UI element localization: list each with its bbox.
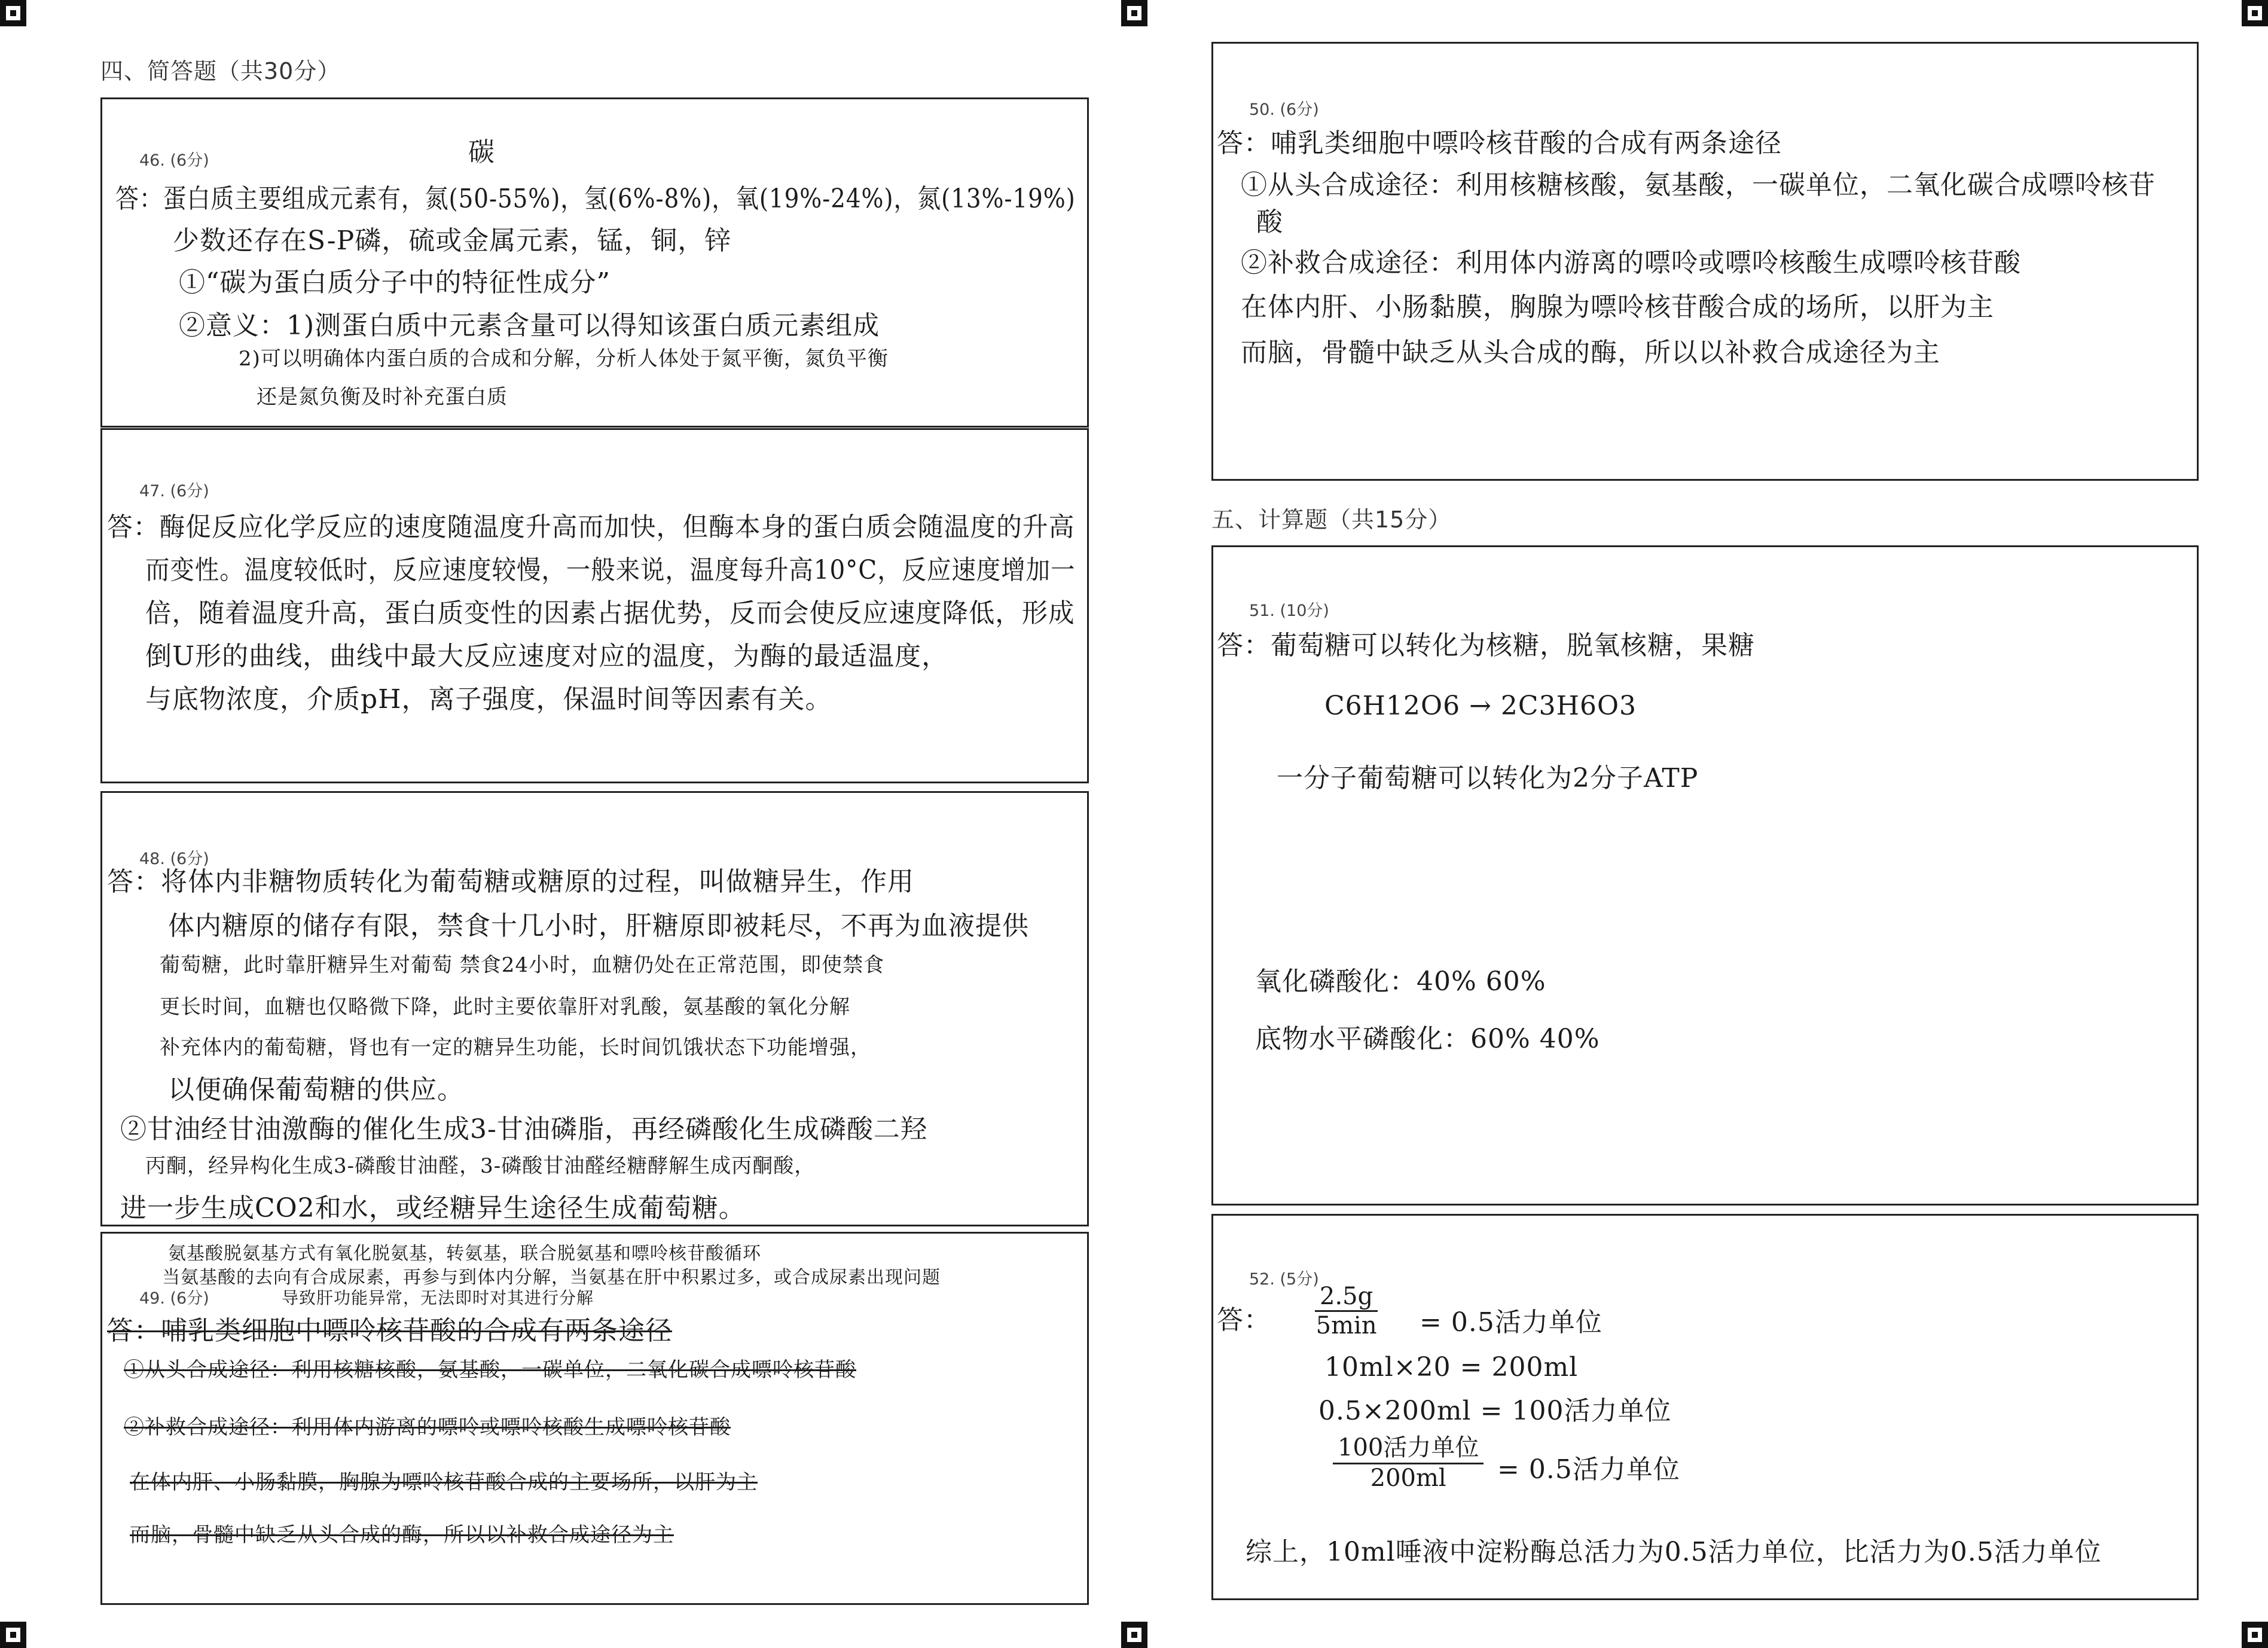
answer-box-q49 (100, 1232, 1089, 1605)
fraction-numerator: 2.5g (1315, 1283, 1378, 1312)
answer-line: 底物水平磷酸化：60% 40% (1255, 1024, 1600, 1054)
question-label: 50. (6分) (1249, 100, 1319, 119)
answer-line: ②甘油经甘油激酶的催化生成3-甘油磷脂，再经磷酸化生成磷酸二羟 (120, 1114, 927, 1145)
chemical-equation: C6H12O6 → 2C3H6O3 (1324, 691, 1637, 721)
scribbled-note: 氨基酸脱氨基方式有氧化脱氨基，转氨基，联合脱氨基和嘌呤核苷酸循环 (168, 1243, 761, 1264)
answer-line: 而脑，骨髓中缺乏从头合成的酶，所以以补救合成途径为主 (1241, 337, 1940, 368)
question-label: 52. (5分) (1249, 1270, 1319, 1289)
fraction-result: = 0.5活力单位 (1420, 1307, 1602, 1338)
answer-line: 更长时间，血糖也仅略微下降，此时主要依靠肝对乳酸，氨基酸的氧化分解 (160, 995, 850, 1019)
fraction-numerator: 100活力单位 (1333, 1429, 1483, 1464)
answer-prefix: 答： (1217, 1305, 1271, 1335)
scan-marker-bottom-left (0, 1622, 26, 1648)
question-label: 49. (6分) (139, 1289, 209, 1308)
answer-box-q47 (100, 428, 1089, 783)
answer-line-crossed-out: ①从头合成途径：利用核糖核酸，氨基酸，一碳单位，二氧化碳合成嘌呤核苷酸 (124, 1358, 856, 1382)
answer-line-crossed-out: 而脑，骨髓中缺乏从头合成的酶，所以以补救合成途径为主 (130, 1523, 674, 1547)
answer-line: 葡萄糖，此时靠肝糖异生对葡萄 禁食24小时，血糖仍处在正常范围，即使禁食 (160, 953, 885, 977)
answer-line: 丙酮，经异构化生成3-磷酸甘油醛，3-磷酸甘油醛经糖酵解生成丙酮酸， (145, 1154, 816, 1178)
answer-line: 还是氮负衡及时补充蛋白质 (257, 385, 508, 409)
answer-line-crossed-out: 在体内肝、小肠黏膜，胸腺为嘌呤核苷酸合成的主要场所，以肝为主 (130, 1470, 758, 1494)
answer-line: ②意义：1)测蛋白质中元素含量可以得知该蛋白质元素组成 (179, 310, 880, 341)
answer-line: 而变性。温度较低时，反应速度较慢，一般来说，温度每升高10°C，反应速度增加一 (145, 555, 1076, 585)
answer-line: ①从头合成途径：利用核糖核酸，氨基酸，一碳单位，二氧化碳合成嘌呤核苷 (1241, 170, 2156, 200)
scribbled-note: 当氨基酸的去向有合成尿素，再参与到体内分解，当氨基在肝中积累过多，或合成尿素出现问题 (162, 1267, 941, 1288)
section-title-calculation: 五、计算题（共15分） (1211, 506, 1452, 533)
answer-line: 倍，随着温度升高，蛋白质变性的因素占据优势，反而会使反应速度降低，形成 (145, 598, 1075, 628)
question-label: 51. (10分) (1249, 602, 1329, 620)
scan-marker-top-center (1121, 0, 1147, 26)
answer-line-crossed-out: ②补救合成途径：利用体内游离的嘌呤或嘌呤核酸生成嘌呤核苷酸 (124, 1415, 731, 1439)
scan-marker-bottom-right (2242, 1622, 2268, 1648)
handwritten-note: 碳 (468, 137, 495, 167)
answer-line: 氧化磷酸化：40% 60% (1255, 966, 1546, 997)
question-label: 47. (6分) (139, 482, 209, 500)
answer-box-q51 (1211, 545, 2199, 1206)
answer-line: 倒U形的曲线，曲线中最大反应速度对应的温度，为酶的最适温度， (145, 641, 949, 672)
fraction-result: = 0.5活力单位 (1497, 1454, 1680, 1485)
question-label: 48. (6分) (139, 850, 209, 868)
answer-box-q46 (100, 97, 1089, 428)
answer-line: 体内糖原的储存有限，禁食十几小时，肝糖原即被耗尽，不再为血液提供 (168, 911, 1029, 941)
question-label: 46. (6分) (139, 151, 209, 170)
answer-line: 与底物浓度，介质pH，离子强度，保温时间等因素有关。 (145, 684, 832, 715)
answer-line: 一分子葡萄糖可以转化为2分子ATP (1277, 763, 1699, 794)
answer-line: ②补救合成途径：利用体内游离的嘌呤或嘌呤核酸生成嘌呤核苷酸 (1241, 248, 2021, 278)
fraction-denominator: 5min (1315, 1312, 1377, 1339)
answer-line: 酸 (1256, 207, 1283, 237)
calculation-line: 0.5×200ml = 100活力单位 (1318, 1396, 1672, 1426)
answer-line: 答：哺乳类细胞中嘌呤核苷酸的合成有两条途径 (1217, 128, 1782, 158)
answer-line: 补充体内的葡萄糖，肾也有一定的糖异生功能，长时间饥饿状态下功能增强， (160, 1036, 871, 1060)
fraction-activity-per-minute (1315, 1283, 1378, 1339)
answer-line: 2)可以明确体内蛋白质的合成和分解，分析人体处于氮平衡，氮负平衡 (239, 347, 889, 371)
answer-line: 进一步生成CO2和水，或经糖异生途径生成葡萄糖。 (120, 1193, 746, 1223)
answer-box-q48 (100, 791, 1089, 1226)
fraction-activity-per-ml (1333, 1429, 1483, 1492)
answer-line: 在体内肝、小肠黏膜，胸腺为嘌呤核苷酸合成的场所，以肝为主 (1241, 292, 1994, 322)
conclusion-line: 综上，10ml唾液中淀粉酶总活力为0.5活力单位，比活力为0.5活力单位 (1246, 1537, 2102, 1567)
answer-line: 答：酶促反应化学反应的速度随温度升高而加快，但酶本身的蛋白质会随温度的升高 (107, 512, 1075, 542)
answer-box-q52 (1211, 1214, 2199, 1600)
answer-line: ①“碳为蛋白质分子中的特征性成分” (179, 267, 611, 298)
answer-box-q50 (1211, 42, 2199, 481)
scan-marker-top-right (2242, 0, 2268, 26)
answer-line-crossed-out: 答：哺乳类细胞中嘌呤核苷酸的合成有两条途径 (107, 1316, 672, 1346)
answer-line: 以便确保葡萄糖的供应。 (168, 1075, 464, 1105)
scan-marker-bottom-center (1121, 1622, 1147, 1648)
calculation-line: 10ml×20 = 200ml (1324, 1352, 1579, 1383)
scribbled-note: 导致肝功能异常，无法即时对其进行分解 (282, 1288, 594, 1308)
section-title-short-answer: 四、简答题（共30分） (100, 58, 341, 84)
answer-line: 答：将体内非糖物质转化为葡萄糖或糖原的过程，叫做糖异生，作用 (107, 866, 914, 897)
fraction-denominator: 200ml (1370, 1464, 1446, 1492)
answer-line: 少数还存在S-P磷，硫或金属元素，锰，铜，锌 (173, 225, 732, 256)
scan-marker-top-left (0, 0, 26, 26)
answer-line: 答：葡萄糖可以转化为核糖，脱氧核糖，果糖 (1217, 630, 1755, 661)
answer-line: 答：蛋白质主要组成元素有，氮(50-55%)，氢(6%-8%)，氧(19%-24%)，氮(13%-19%) (115, 184, 1076, 214)
